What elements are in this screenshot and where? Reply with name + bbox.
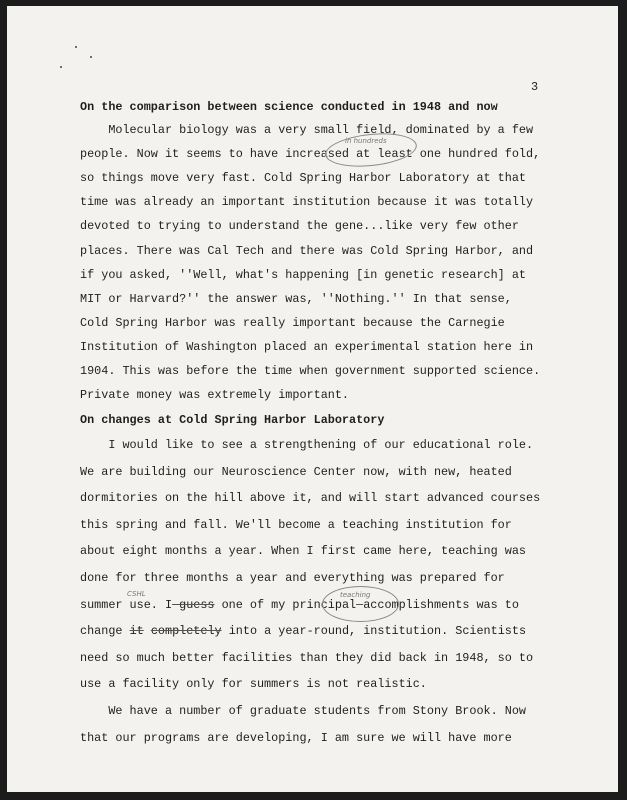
text-line (80, 123, 533, 137)
text-segment: MIT or Harvard?'' the answer was, ''Nothing.'' In that sense, (80, 291, 512, 306)
text-segment: dormitories on the hill above it, and will start advanced courses (80, 491, 541, 506)
text-segment: change (80, 624, 130, 639)
text-line (80, 195, 533, 209)
text-line (80, 571, 505, 585)
text-line (80, 624, 526, 638)
struck-text: it (129, 624, 144, 639)
text-segment: places. There was Cal Tech and there was Cold Spring Harbor, and (80, 243, 534, 258)
text-segment: Institution of Washington placed an experimental station here in (80, 339, 534, 354)
text-segment: time was already an important institution because it was totally (80, 195, 534, 210)
text-line (80, 340, 533, 354)
struck-text: guess (172, 597, 215, 612)
text-line (80, 677, 427, 691)
text-line (80, 438, 533, 452)
text-line (80, 171, 526, 185)
struck-text: completely (150, 624, 222, 639)
text-line (80, 544, 526, 558)
text-segment: Cold Spring Harbor was really important because the Carnegie (80, 315, 505, 330)
text-segment: accomplishments was to (363, 597, 519, 612)
text-line (80, 651, 533, 665)
text-segment: into a year-round, institution. Scientists (221, 624, 527, 639)
text-line (80, 465, 512, 479)
text-line (80, 244, 533, 258)
page-number: 3 (531, 80, 539, 94)
text-line (80, 268, 526, 282)
text-line (80, 388, 349, 402)
text-line (80, 518, 512, 532)
text-line (80, 491, 540, 505)
text-line (80, 704, 526, 718)
text-segment: I would like to see a strengthening of our educational role. (80, 438, 534, 452)
text-segment: We are building our Neuroscience Center now, with new, heated (80, 464, 512, 479)
speck (90, 56, 92, 58)
text-line (80, 598, 519, 612)
text-segment: people. Now it seems to have increased at least one hundred fold, (80, 147, 541, 162)
text-segment: We have a number of graduate students from Stony Brook. Now (80, 704, 526, 718)
text-segment: one of my principal (214, 597, 357, 612)
text-segment: about eight months a year. When I first came here, teaching was (80, 544, 526, 559)
text-segment: need so much better facilities than they did back in 1948, so to (80, 650, 534, 665)
text-segment: this spring and fall. We'll become a teaching institution for (80, 517, 512, 532)
text-line (80, 364, 540, 378)
speck (75, 46, 77, 48)
text-line (80, 219, 519, 233)
handwritten-insert: CSHL (127, 590, 146, 598)
text-line (80, 292, 512, 306)
handwritten-insert: teaching (340, 591, 371, 599)
section-heading: On changes at Cold Spring Harbor Laboratory (80, 413, 385, 427)
section-heading: On the comparison between science conducted in 1948 and now (80, 100, 498, 114)
text-segment (144, 624, 151, 638)
text-line (80, 731, 512, 745)
text-segment: devoted to trying to understand the gene...like very few other (80, 219, 519, 234)
text-line (80, 147, 540, 161)
text-segment: use a facility only for summers is not realistic. (80, 677, 427, 692)
text-segment: Molecular biology was a very small field, dominated by a few (80, 123, 534, 137)
text-segment: if you asked, ''Well, what's happening [in genetic research] at (80, 267, 526, 282)
text-segment: so things move very fast. Cold Spring Harbor Laboratory at that (80, 171, 526, 186)
speck (60, 66, 62, 68)
text-segment: that our programs are developing, I am sure we will have more (80, 730, 512, 745)
text-segment: summer use. I (80, 597, 173, 612)
text-line (80, 316, 505, 330)
text-segment: 1904. This was before the time when government supported science. (80, 364, 541, 378)
handwritten-insert: in hundreds (345, 137, 387, 145)
text-segment: done for three months a year and everything was prepared for (80, 571, 505, 585)
text-segment: Private money was extremely important. (80, 388, 350, 403)
